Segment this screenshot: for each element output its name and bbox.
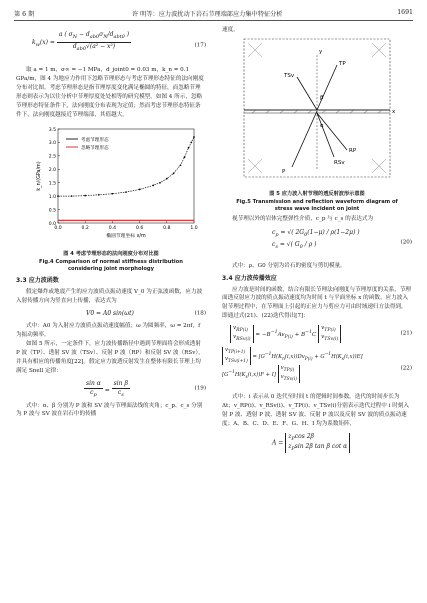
x-tick-label: 0.2 <box>81 226 89 232</box>
y-tick-label: 3.5 <box>48 128 56 134</box>
eq22-number: (22) <box>400 365 412 372</box>
data-point <box>184 157 186 159</box>
issue-number: 第 6 期 <box>14 11 35 18</box>
series-line-0 <box>58 137 194 196</box>
svg-text:TSv: TSv <box>284 72 295 79</box>
running-title: 许 明等：应力波扰动下岩石节理端部应力集中特征分析 <box>132 11 283 18</box>
paragraph-r2: 式中：ρ、G0 分别为岩石的密度与剪切模量。 <box>232 262 346 269</box>
fig5-caption-en-2: stress wave incident on joint <box>274 205 360 212</box>
data-point <box>139 189 141 191</box>
fig4-caption-cn: 图 4 考虑节理形态的法向刚度分布对比图 <box>63 251 159 258</box>
section-3-3: 3.3 应力波函数 <box>16 277 59 285</box>
data-point <box>190 142 192 144</box>
y-tick-label: 1.0 <box>48 195 56 201</box>
svg-text:RP: RP <box>349 147 357 154</box>
page-header <box>14 6 413 21</box>
eq20-number: (20) <box>400 239 412 246</box>
data-point <box>159 182 161 184</box>
paragraph-4: 如图 5 所示，一定条件下，应力波传播路径中遇到节理面将会形成透射 P 波（TP）、透射 SV 波（TSv）、反射 P 波（RP）和反射 SV 波（RSv），并具有相应的传播角度[22]。假定应力波透反射发生在整体有限长节理上均满足 Snell 定律： <box>16 340 204 374</box>
paragraph-r1: 视节理以外的岩体完整弹性介质，c_p 与 c_s 的表达式为 <box>232 215 374 222</box>
data-point <box>84 195 86 197</box>
data-point <box>71 196 73 198</box>
figure-5 <box>222 35 412 213</box>
legend-label: 考虑节理形态 <box>81 138 109 144</box>
data-point <box>57 196 59 198</box>
y-tick-label: 2.0 <box>48 168 56 174</box>
fig5-caption-cn: 图 5 应力波入射节理的透反射波形示意图 <box>269 190 365 197</box>
eq18-body: V0 = A0 sin(ωt) <box>86 310 134 318</box>
right-top-text: 速度。 <box>222 27 239 33</box>
x-tick-label: 1.0 <box>190 226 198 232</box>
eqA-lhs: A = <box>272 439 284 447</box>
y-tick-label: 0.0 <box>48 222 56 228</box>
page-number: 1691 <box>397 9 413 16</box>
data-point <box>180 165 182 167</box>
data-point <box>193 137 195 139</box>
paragraph-5: 式中：α、β 分别为 P 波和 SV 波与节理面法线的夹角；c_p、c_s 分别为 P 波与 SV 波在岩石中的传播 <box>16 402 203 418</box>
equation-19: $\frac{\text{sin α}}{c_p}$ = $\frac{\text{sin β}}{c_s}$ (19) <box>86 379 206 399</box>
equation-18 <box>16 308 206 320</box>
fig5-caption-en-1: Fig.5 Transmission and reflection waveform diagram of <box>236 198 398 205</box>
svg-text:x: x <box>392 108 396 115</box>
paragraph-r3: 应力波是时间的函数，结合有限长节理法向刚度与节理厚度的关系，节理面透反射应力波的质点振动速度均为时间 t 与平面坐标 x 的函数。应力波入射节理过程中，在节理面上引起的正应力与剪应力可由时域递归方法得到，即通过式(21)、(22)迭代得出[7]： <box>222 286 412 320</box>
data-point <box>188 147 190 149</box>
svg-text:RSv: RSv <box>334 159 345 166</box>
fig4-caption-en-1: Fig.4 Comparison of normal stiffness distribution <box>39 259 183 266</box>
data-point <box>125 192 127 194</box>
plot-frame <box>58 129 194 223</box>
figure-4 <box>16 123 206 273</box>
x-tick-label: 0.4 <box>108 226 117 232</box>
svg-text:α: α <box>320 122 324 129</box>
svg-text:β: β <box>320 94 324 101</box>
section-3-4: 3.4 应力波传播效应 <box>222 274 277 282</box>
equation-A: $A = z_P\cos$ 2β $z_P\sin$ 2β tan β cot α <box>222 431 412 451</box>
paragraph-r4: 式中：i 表示从 0 迭代至时间 t 的逻辑时间参数，迭代的时间步长为 Δt；v_RP(i)、v_RSv(i)、v_TP(i)、v_TSv(i)分别表示迭代过程中 i 时刻入射 P 波、透射 P 波、透射 SV 波、反射 P 波以及反射 SV 波的质点振动速度；A、B、C、D、E、F、G、H、I 均为系数矩阵， <box>222 394 409 427</box>
eq17-number: (17) <box>194 42 206 49</box>
x-tick-label: 0.0 <box>54 226 62 232</box>
y-tick-label: 0.5 <box>48 208 56 214</box>
paragraph-2: 假定爆炸或地震产生的应力波质点振动速度 V_0 为正弦波函数，应力波入射传播方向为竖直向上传播，表达式为 <box>16 289 203 305</box>
legend-label: 忽略节理形态 <box>81 146 109 152</box>
y-tick-label: 3.0 <box>48 141 56 147</box>
paragraph-1: 取 a = 1 m，σ∞ = −1 MPa，d_joint0 = 0.03 m，k_n = 0.1 GPa/m，图 4 为地应力作用下忽略节理形态与考虑节理形态特征的法向刚度分布对比图。考虑节理形态是指节理厚度变化满足椭圆的特征，而忽略节理形态则表示为以往分析中节理厚度处处相等的研究模型。如图 4 所示，忽略节理形态特征条件下，法向刚度分布表现为定值；然而考虑节理形态特征条件下，法向刚度越接近节理端部，其值越大。 <box>16 67 204 118</box>
y-axis-label: k_n/(GPa/m) <box>37 161 42 192</box>
y-tick-label: 2.5 <box>48 155 56 161</box>
equation-22: $v_{TP(i+1)}$ $v_{TSv(i+1)} = [G^{-1}H(K_n(i,x))Dv_{P(i)} + G^{-1}H(K_s(i,x))E]$ $[G^{-1}H(K_s(i,x))F + I]$ $v_{TP(i)}$ $v_{TSv(i)}$ (22) <box>222 347 412 383</box>
eq17-lhs: $k_w(x)$ = <box>32 39 55 49</box>
equation-17: $k_w(x)$ = $\frac{a ( \sigma_N - d_{ab0}\sigma_N/d_{abt0} )}{d_{ab0}√(a^2 - x^2)}$ (17) <box>32 31 206 53</box>
svg-text:y: y <box>319 48 323 55</box>
data-point <box>112 193 114 195</box>
eq21-number: (21) <box>400 330 412 337</box>
x-axis-label: 椭圆节理坐标 x/m <box>106 234 146 240</box>
data-point <box>173 173 175 175</box>
svg-text:TP: TP <box>339 60 346 67</box>
data-point <box>98 194 100 196</box>
right-column <box>222 26 412 453</box>
paragraph-3: 式中：A0 为入射应力波质点振动速度幅值；ω 为圆频率，ω = 2πf，f 为振动频率。 <box>16 323 201 338</box>
wave-diagram <box>222 35 412 185</box>
data-point <box>166 178 168 180</box>
x-tick-label: 0.6 <box>135 226 144 232</box>
y-tick-label: 1.5 <box>48 181 56 187</box>
fig4-caption-en-2: considering joint morphology <box>67 266 154 273</box>
stiffness-chart <box>16 123 206 245</box>
svg-text:P: P <box>282 168 286 175</box>
x-tick-label: 0.8 <box>163 226 171 232</box>
equation-21: $v_{RP(i)}$ $v_{RSv(i)} = -B^{-1}Av_{P(i)} + B^{-1}C$ $v_{TP(i)}$ $v_{TSv(i)}$ (21) <box>222 323 412 345</box>
equation-20: $c_p$ = √( $2G_0(1-\mu) / \rho(1-2\mu)$ ) $c_s$ = √( $G_0$ / ρ ) (20) <box>272 228 412 251</box>
eq19-number: (19) <box>194 385 206 392</box>
eq18-number: (18) <box>194 310 206 317</box>
data-point <box>152 185 154 187</box>
left-column <box>16 26 206 419</box>
